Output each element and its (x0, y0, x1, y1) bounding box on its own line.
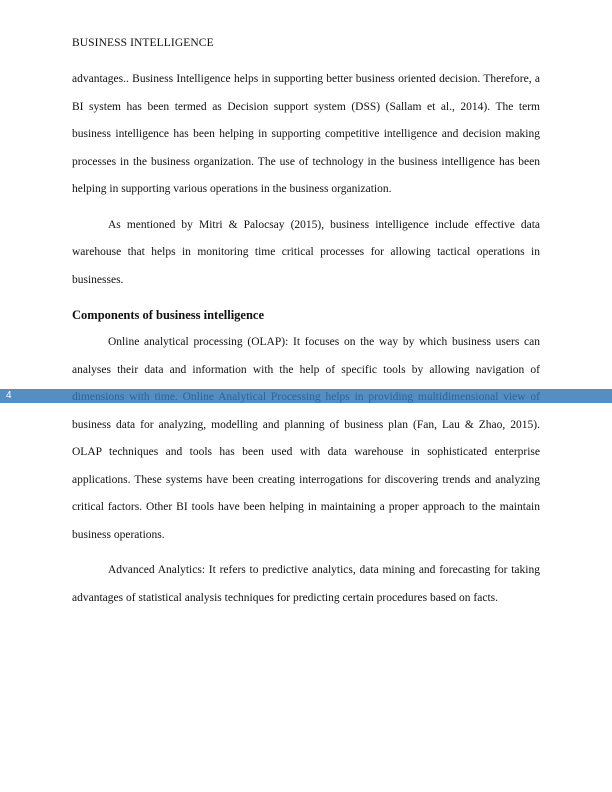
page-number: 4 (6, 390, 12, 401)
paragraph-bi-advantages: advantages.. Business Intelligence helps in supporting better business oriented decision. Therefore, a BI system has been termed as Decision support system (DSS) (Sallam et al., 2014). The term business intelligence has been helping in supporting competitive intelligence and decision making processes in the business organization. The use of technology in the business intelligence has been helping in supporting various operations in the business organization. (72, 73, 540, 195)
paragraph-advanced-analytics: Advanced Analytics: It refers to predictive analytics, data mining and forecasting for taking advantages of statistical analysis techniques for predicting certain procedures based on facts. (72, 564, 540, 604)
paragraph-mitri-palocsay: As mentioned by Mitri & Palocsay (2015), business intelligence include effective data warehouse that helps in monitoring time critical processes for allowing tactical operations in businesses. (72, 218, 540, 286)
running-head: BUSINESS INTELLIGENCE (72, 37, 214, 49)
section-heading-components: Components of business intelligence (72, 308, 265, 322)
document-body (72, 66, 540, 612)
paragraph-olap: Online analytical processing (OLAP): It focuses on the way by which business users can analyses their data and information with the help of specific tools by allowing navigation of business data for analyzing, modelling and planning of business plan (Fan, Lau & Zhao, 2015). OLAP techniques and tools has been used with data warehouse in sophisticated enterprise applications. These systems have been creating interrogations for discovering trends and analyzing critical factors. Other BI tools have been helping in maintaining a proper approach to the maintain business operations. (72, 336, 540, 541)
page-number-bar (0, 389, 612, 403)
